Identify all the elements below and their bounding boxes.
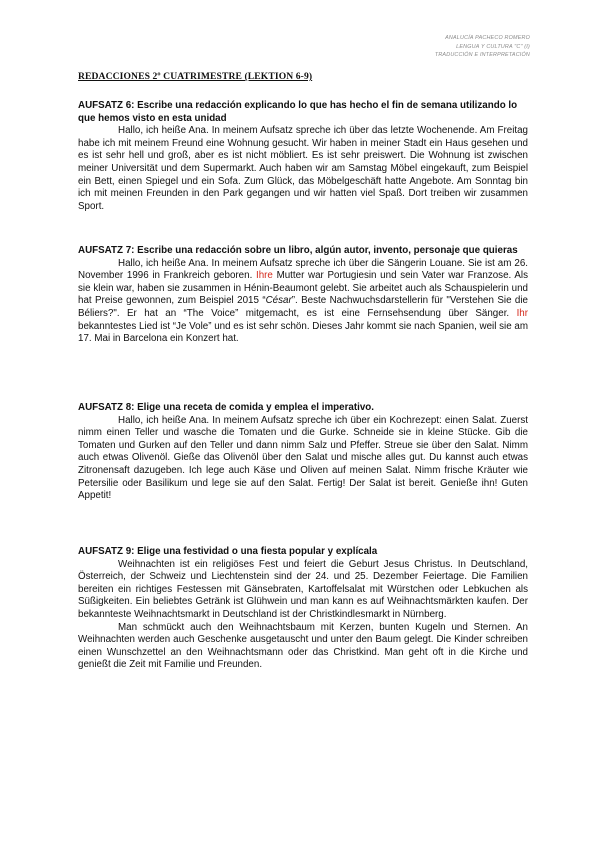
corrected-word: Ihre bbox=[255, 270, 273, 282]
essay-7-text-part: bekanntestes Lied ist “Je Vole” und es ist sehr schön. Dieses Jahr kommt sie nach Spanien, weil sie am 17. Mai in Barcelona ein Konzert hat. bbox=[78, 320, 528, 345]
essay-6-heading: AUFSATZ 6: Escribe una redacción explicando lo que has hecho el fin de semana utilizando lo que hemos visto en esta unidad bbox=[78, 100, 518, 124]
essay-7 bbox=[78, 245, 528, 346]
essay-7-text-part: Hallo, ich heiße Ana. In meinem Aufsatz spreche ich über die Sängerin Louane. Sie ist am 26. November 1996 in Frankreich geboren. bbox=[78, 257, 528, 282]
corrected-word: Ihr bbox=[516, 307, 528, 319]
essay-6 bbox=[78, 100, 528, 213]
essay-6-text: Hallo, ich heiße Ana. In meinem Aufsatz spreche ich über das letzte Wochenende. Am Freitag habe ich mit meinem Freund eine Wohnung gesucht. Wir haben in meiner Stadt ein Haus gesehen und es ist sehr hell und groß, aber es ist nicht möbliert. Es ist sehr preiswert. Die Wohnung ist zwischen meiner Universität und dem Supermarkt. Auch haben wir am Samstag Möbel eingekauft, zum Beispiel ein Bett, einen Spiegel und ein Sofa. Zum Glück, das Möbelgeschäft hatte Angebote. Am Sonntag bin ich mit meinen Freunden in den Park gegangen und wir hatten viel Spaß. Dort treiben wir zusammen Sport. bbox=[78, 125, 528, 212]
essay-9 bbox=[78, 546, 528, 672]
essay-9-heading: AUFSATZ 9: Elige una festividad o una fiesta popular y explícala bbox=[78, 546, 378, 557]
essay-7-text bbox=[78, 258, 528, 346]
essay-9-paragraph-2: Man schmückt auch den Weihnachtsbaum mit Kerzen, bunten Kugeln und Sternen. An Weihnachten werden auch Geschenke ausgetauscht und unter den Baum gelegt. Die Kinder schreiben einen Wunschzettel an den Weihnachtsmann oder das Christkind. Man geht oft in die Kirche und genießt die Zeit mit Familie und Freunden. bbox=[78, 621, 528, 671]
essay-8-heading: AUFSATZ 8: Elige una receta de comida y emplea el imperativo. bbox=[78, 402, 374, 413]
award-name: César bbox=[265, 295, 292, 307]
author-header bbox=[435, 34, 530, 60]
degree-name: TRADUCCIÓN E INTERPRETACIÓN bbox=[434, 52, 530, 58]
essay-7-text-part: ”. Beste Nachwuchsdarstellerin für "Verstehen Sie die Béliers?". Er hat an “The Voice” mitgemacht, es ist eine Fernsehsendung über Sänger. bbox=[78, 295, 528, 319]
essay-9-paragraph-1: Weihnachten ist ein religiöses Fest und feiert die Geburt Jesus Christus. In Deutschland, Österreich, der Schweiz und Liechtenstein sind der 24. und 25. Dezember Feiertage. Die Familien bereiten ein richtiges Festessen mit Gänsebraten, Kartoffelsalat mit Würstchen oder Lebkuchen als Süßigkeiten. Ein beliebtes Getränk ist Glühwein und man kann es auf Weihnachtsmärkten kaufen. Der bekannteste Weihnachtsmarkt in Deutschland ist der Christkindlesmarkt in Nürnberg. bbox=[78, 558, 528, 620]
course-name: LENGUA Y CULTURA "C" (I) bbox=[456, 43, 530, 50]
author-name: ANALUCÍA PACHECO ROMERO bbox=[445, 35, 530, 41]
essay-7-text-part: Mutter war Portugiesin und sein Vater war Franzose. Als sie klein war, haben sie zusammen in Hénin-Beaumont gelebt. Sie arbeitet auch als Schauspielerin und hat Preise gewonnen, zum Beispiel 2015 “ bbox=[78, 270, 528, 307]
document-title: REDACCIONES 2º CUATRIMESTRE (LEKTION 6-9) bbox=[78, 71, 313, 82]
essay-8 bbox=[78, 402, 528, 503]
essay-8-text: Hallo, ich heiße Ana. In meinem Aufsatz spreche ich über ein Kochrezept: einen Salat. Zuerst nimm einen Teller und wasche die Tomaten und die Gurke. Schneide sie in kleine Stücke. Gib die Tomaten und Gurken auf den Teller und dann nimm Salz und Pfeffer. Streue sie über den Salat. Nimm auch etwas Olivenöl. Gieße das Olivenöl über den Salat und mische alles gut. Du kannst auch etwas Zitronensaft dazugeben. Ich lege auch Käse und Oliven auf meinen Salat. Nimm frische Kräuter wie Petersilie oder Basilikum und lege sie auf den Salat. Fertig! Der Salat ist bereit. Genieße ihn! Guten Appetit! bbox=[78, 414, 528, 502]
essay-7-heading: AUFSATZ 7: Escribe una redacción sobre un libro, algún autor, invento, personaje que quieras bbox=[78, 245, 518, 256]
